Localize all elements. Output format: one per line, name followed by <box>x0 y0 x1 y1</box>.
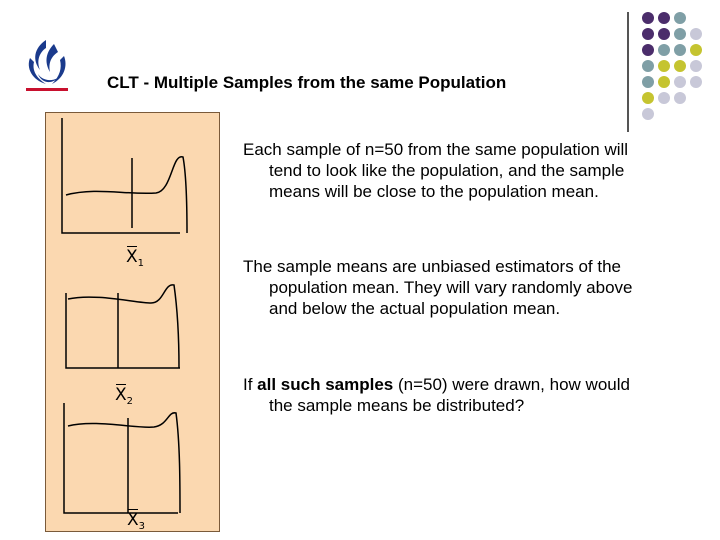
university-logo <box>24 38 70 92</box>
dot <box>690 76 702 88</box>
plot-axes <box>62 118 180 233</box>
dot <box>690 28 702 40</box>
divider-line <box>627 12 629 132</box>
dot <box>658 92 670 104</box>
dot <box>690 60 702 72</box>
page-title: CLT - Multiple Samples from the same Population <box>107 73 507 92</box>
plot-axes <box>64 403 178 513</box>
samples-panel <box>45 112 220 532</box>
dot <box>674 60 686 72</box>
dot <box>674 12 686 24</box>
dot <box>642 92 654 104</box>
paragraph-sample-shape: Each sample of n=50 from the same population will tend to look like the population, and the sample means will be close to the population mean. <box>243 140 629 201</box>
dot <box>642 76 654 88</box>
paragraph-unbiased: The sample means are unbiased estimators of the population mean. They will vary randomly above and below the actual population mean. <box>243 257 633 318</box>
sample-mean-label-3: $X_3$ <box>127 510 146 532</box>
sample-curve <box>66 157 187 233</box>
logo-underline <box>26 88 68 91</box>
dot <box>642 44 654 56</box>
dot <box>642 28 654 40</box>
decorative-dot-grid <box>640 12 718 152</box>
dot <box>642 108 654 120</box>
dot <box>690 44 702 56</box>
sample-mean-label-2: $X_2$ <box>115 385 134 407</box>
dot <box>674 76 686 88</box>
dot <box>674 28 686 40</box>
dot <box>674 44 686 56</box>
dot <box>658 76 670 88</box>
dot <box>642 12 654 24</box>
dot <box>658 60 670 72</box>
dot <box>674 92 686 104</box>
dot <box>642 60 654 72</box>
sample-curve <box>68 413 180 513</box>
plot-axes <box>66 293 180 368</box>
sample-distribution-sketches <box>46 113 219 531</box>
dot <box>658 44 670 56</box>
paragraph-question: If all such samples (n=50) were drawn, how would the sample means be distributed? <box>243 375 630 415</box>
sample-curve <box>68 285 179 368</box>
dot <box>658 12 670 24</box>
sample-mean-label-1: $X_1$ <box>126 247 145 269</box>
dot <box>658 28 670 40</box>
